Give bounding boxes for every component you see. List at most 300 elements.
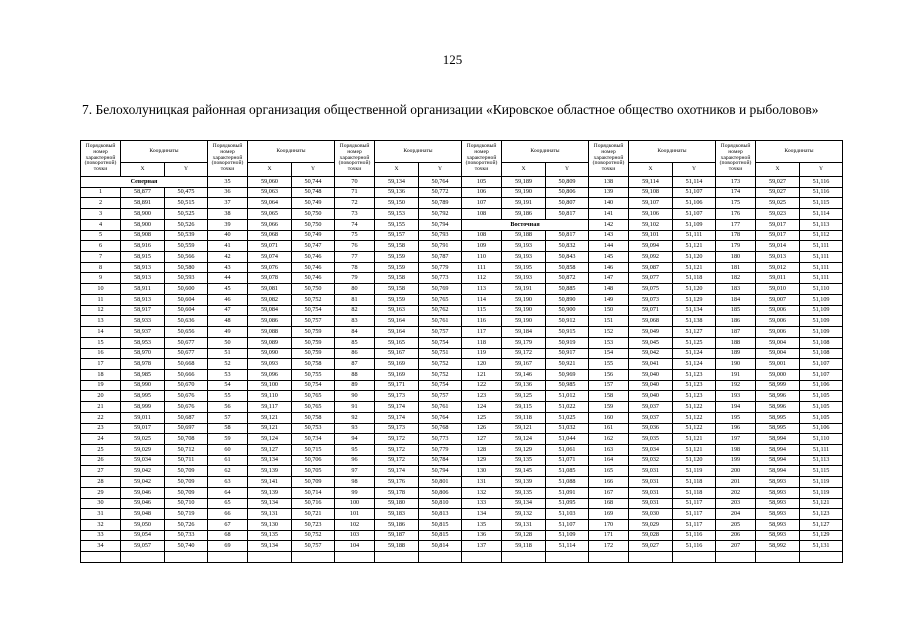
- cell-y: 50,559: [165, 241, 208, 252]
- cell-number: 104: [335, 541, 375, 552]
- cell-number: 18: [81, 369, 121, 380]
- cell-number: 99: [335, 487, 375, 498]
- cell-number: 207: [716, 541, 756, 552]
- cell-x: 58,911: [121, 284, 165, 295]
- header-x: X: [121, 163, 165, 177]
- cell-number: 169: [589, 509, 629, 520]
- cell-y: 50,593: [165, 273, 208, 284]
- cell-x: 59,118: [502, 412, 546, 423]
- table-row: [81, 520, 843, 531]
- cell-empty: [121, 552, 165, 563]
- cell-y: 51,109: [800, 294, 843, 305]
- cell-y: 50,858: [546, 262, 589, 273]
- cell-number: 51: [208, 348, 248, 359]
- cell-y: 50,787: [419, 252, 462, 263]
- cell-y: 50,709: [165, 466, 208, 477]
- cell-number: 114: [462, 294, 502, 305]
- cell-x: 59,074: [248, 252, 292, 263]
- cell-y: 50,719: [165, 509, 208, 520]
- cell-number: 181: [716, 262, 756, 273]
- cell-number: 30: [81, 498, 121, 509]
- cell-y: 51,103: [546, 509, 589, 520]
- cell-x: 58,993: [756, 509, 800, 520]
- cell-y: 51,109: [546, 530, 589, 541]
- cell-y: 51,121: [673, 241, 716, 252]
- cell-y: 51,113: [800, 455, 843, 466]
- cell-number: 160: [589, 412, 629, 423]
- cell-y: 50,600: [165, 284, 208, 295]
- cell-x: 59,065: [248, 209, 292, 220]
- cell-y: 50,765: [419, 294, 462, 305]
- cell-x: 59,075: [629, 284, 673, 295]
- cell-number: 94: [335, 434, 375, 445]
- cell-x: 59,027: [756, 177, 800, 188]
- cell-x: 58,994: [756, 434, 800, 445]
- cell-y: 50,726: [165, 520, 208, 531]
- cell-x: 58,999: [121, 402, 165, 413]
- cell-y: 51,107: [673, 187, 716, 198]
- cell-x: 59,027: [629, 541, 673, 552]
- cell-y: 50,697: [165, 423, 208, 434]
- cell-y: 50,709: [165, 487, 208, 498]
- section-heading: 7. Белохолуницкая районная организация общественной организации «Кировское областное общество охотников и рыболовов»: [82, 102, 819, 117]
- cell-y: 50,813: [419, 509, 462, 520]
- cell-y: 51,129: [673, 294, 716, 305]
- cell-y: 51,117: [673, 509, 716, 520]
- cell-number: 204: [716, 509, 756, 520]
- cell-y: 50,566: [165, 252, 208, 263]
- cell-number: 121: [462, 369, 502, 380]
- cell-number: 61: [208, 455, 248, 466]
- cell-number: 1: [81, 187, 121, 198]
- cell-y: 51,134: [673, 305, 716, 316]
- cell-x: 59,077: [629, 273, 673, 284]
- cell-y: 51,129: [800, 530, 843, 541]
- cell-x: 59,060: [248, 177, 292, 188]
- cell-number: 178: [716, 230, 756, 241]
- cell-x: 58,993: [756, 498, 800, 509]
- cell-y: 50,773: [419, 273, 462, 284]
- cell-y: 50,668: [165, 359, 208, 370]
- cell-number: 192: [716, 380, 756, 391]
- cell-y: 50,708: [165, 434, 208, 445]
- cell-x: 58,908: [121, 230, 165, 241]
- cell-y: 50,758: [292, 359, 335, 370]
- cell-number: 9: [81, 273, 121, 284]
- cell-x: 59,041: [629, 359, 673, 370]
- cell-y: 50,985: [546, 380, 589, 391]
- header-point-number: Порядковый номер характерной (поворотной) точки: [335, 141, 375, 177]
- cell-x: 59,174: [375, 412, 419, 423]
- cell-y: 51,061: [546, 444, 589, 455]
- cell-y: 50,791: [419, 241, 462, 252]
- cell-empty: [462, 552, 502, 563]
- cell-y: 50,752: [419, 369, 462, 380]
- cell-y: 50,765: [292, 402, 335, 413]
- cell-x: 59,000: [756, 369, 800, 380]
- cell-x: 59,172: [502, 348, 546, 359]
- cell-y: 51,108: [800, 348, 843, 359]
- cell-y: 50,753: [292, 423, 335, 434]
- cell-number: 122: [462, 380, 502, 391]
- table-row: [81, 294, 843, 305]
- cell-y: 50,815: [419, 530, 462, 541]
- cell-number: 142: [589, 219, 629, 230]
- cell-number: 120: [462, 359, 502, 370]
- cell-number: 75: [335, 230, 375, 241]
- cell-y: 51,123: [673, 380, 716, 391]
- cell-empty: [248, 552, 292, 563]
- cell-x: 59,094: [629, 241, 673, 252]
- cell-y: 50,885: [546, 284, 589, 295]
- cell-number: 77: [335, 252, 375, 263]
- cell-y: 51,124: [673, 348, 716, 359]
- cell-x: 59,139: [502, 477, 546, 488]
- cell-x: 59,139: [248, 487, 292, 498]
- cell-number: 41: [208, 241, 248, 252]
- table-body: [81, 177, 843, 563]
- cell-y: 50,749: [292, 230, 335, 241]
- cell-number: 69: [208, 541, 248, 552]
- table-row: [81, 444, 843, 455]
- cell-y: 51,095: [546, 498, 589, 509]
- cell-y: 50,580: [165, 262, 208, 273]
- cell-number: 43: [208, 262, 248, 273]
- cell-number: 20: [81, 391, 121, 402]
- header-point-number: Порядковый номер характерной (поворотной) точки: [81, 141, 121, 177]
- cell-number: 45: [208, 284, 248, 295]
- cell-x: 59,032: [629, 455, 673, 466]
- cell-number: 147: [589, 273, 629, 284]
- header-x: X: [502, 163, 546, 177]
- cell-number: 34: [81, 541, 121, 552]
- cell-y: 51,107: [673, 209, 716, 220]
- cell-number: 172: [589, 541, 629, 552]
- cell-x: 58,985: [121, 369, 165, 380]
- cell-number: 36: [208, 187, 248, 198]
- cell-y: 50,748: [292, 187, 335, 198]
- cell-x: 59,190: [502, 305, 546, 316]
- table-row: [81, 412, 843, 423]
- cell-y: 50,676: [165, 391, 208, 402]
- cell-number: 39: [208, 219, 248, 230]
- table-row: [81, 284, 843, 295]
- cell-y: 50,969: [546, 369, 589, 380]
- table-row: [81, 273, 843, 284]
- cell-y: 50,666: [165, 369, 208, 380]
- cell-number: 164: [589, 455, 629, 466]
- cell-y: 50,723: [292, 520, 335, 531]
- cell-y: 51,114: [546, 541, 589, 552]
- cell-y: 50,843: [546, 252, 589, 263]
- cell-number: 13: [81, 316, 121, 327]
- table-row: [81, 230, 843, 241]
- cell-x: 59,158: [375, 241, 419, 252]
- cell-x: 58,994: [756, 455, 800, 466]
- cell-x: 59,031: [629, 477, 673, 488]
- cell-y: 50,712: [165, 444, 208, 455]
- cell-y: 50,764: [419, 412, 462, 423]
- cell-x: 59,017: [121, 423, 165, 434]
- cell-x: 58,992: [756, 541, 800, 552]
- cell-y: 50,806: [546, 187, 589, 198]
- cell-number: 123: [462, 391, 502, 402]
- cell-y: 51,022: [546, 402, 589, 413]
- cell-x: 59,124: [248, 434, 292, 445]
- cell-x: 59,071: [248, 241, 292, 252]
- cell-number: 173: [716, 177, 756, 188]
- cell-x: 59,158: [375, 273, 419, 284]
- cell-x: 59,025: [756, 198, 800, 209]
- cell-x: 59,050: [121, 520, 165, 531]
- table-row: [81, 509, 843, 520]
- header-y: Y: [165, 163, 208, 177]
- cell-number: 186: [716, 316, 756, 327]
- cell-number: 38: [208, 209, 248, 220]
- cell-number: 89: [335, 380, 375, 391]
- cell-x: 59,101: [629, 230, 673, 241]
- cell-x: 59,037: [629, 412, 673, 423]
- cell-x: 59,023: [756, 209, 800, 220]
- cell-x: 59,029: [121, 444, 165, 455]
- cell-y: 50,793: [419, 230, 462, 241]
- cell-y: 50,817: [546, 230, 589, 241]
- cell-x: 58,933: [121, 316, 165, 327]
- cell-y: 50,757: [292, 316, 335, 327]
- cell-number: 58: [208, 423, 248, 434]
- cell-number: 97: [335, 466, 375, 477]
- cell-x: 58,913: [121, 262, 165, 273]
- cell-number: 46: [208, 294, 248, 305]
- cell-number: 82: [335, 305, 375, 316]
- cell-empty: [673, 552, 716, 563]
- cell-x: 59,171: [375, 380, 419, 391]
- cell-x: 59,100: [248, 380, 292, 391]
- cell-y: 50,525: [165, 209, 208, 220]
- cell-x: 58,993: [756, 530, 800, 541]
- cell-y: 51,111: [800, 444, 843, 455]
- cell-y: 51,091: [546, 487, 589, 498]
- header-coordinates: Координаты: [502, 141, 589, 163]
- cell-number: 184: [716, 294, 756, 305]
- cell-number: 159: [589, 402, 629, 413]
- cell-x: 59,186: [375, 520, 419, 531]
- header-y: Y: [800, 163, 843, 177]
- cell-y: 50,794: [419, 219, 462, 230]
- cell-number: 157: [589, 380, 629, 391]
- cell-y: 50,706: [292, 455, 335, 466]
- cell-y: 50,677: [165, 337, 208, 348]
- cell-x: 59,165: [375, 337, 419, 348]
- cell-y: 51,116: [673, 541, 716, 552]
- cell-x: 59,163: [375, 305, 419, 316]
- cell-y: 50,539: [165, 230, 208, 241]
- table-row: [81, 423, 843, 434]
- cell-number: 25: [81, 444, 121, 455]
- cell-x: 59,042: [121, 477, 165, 488]
- cell-x: 58,917: [121, 305, 165, 316]
- cell-empty: [375, 552, 419, 563]
- header-point-number: Порядковый номер характерной (поворотной) точки: [462, 141, 502, 177]
- table-row: [81, 455, 843, 466]
- cell-y: 51,123: [673, 391, 716, 402]
- cell-number: 199: [716, 455, 756, 466]
- cell-number: 190: [716, 359, 756, 370]
- cell-x: 58,970: [121, 348, 165, 359]
- table-header: [81, 141, 843, 177]
- cell-y: 50,711: [165, 455, 208, 466]
- cell-y: 50,750: [292, 219, 335, 230]
- cell-x: 58,993: [756, 487, 800, 498]
- cell-x: 59,134: [248, 541, 292, 552]
- cell-y: 50,814: [419, 541, 462, 552]
- cell-number: 183: [716, 284, 756, 295]
- cell-empty: [756, 552, 800, 563]
- cell-x: 58,996: [756, 391, 800, 402]
- cell-y: 50,759: [292, 348, 335, 359]
- cell-y: 51,120: [673, 455, 716, 466]
- cell-x: 59,029: [629, 520, 673, 531]
- cell-number: 140: [589, 198, 629, 209]
- cell-number: 27: [81, 466, 121, 477]
- cell-x: 59,155: [375, 219, 419, 230]
- cell-number: 162: [589, 434, 629, 445]
- cell-number: 26: [81, 455, 121, 466]
- cell-number: 100: [335, 498, 375, 509]
- cell-empty: [589, 552, 629, 563]
- cell-number: 108: [462, 230, 502, 241]
- cell-x: 59,195: [502, 262, 546, 273]
- cell-y: 50,746: [292, 262, 335, 273]
- cell-number: 113: [462, 284, 502, 295]
- cell-y: 50,784: [419, 455, 462, 466]
- cell-number: 106: [462, 187, 502, 198]
- cell-x: 58,900: [121, 219, 165, 230]
- cell-number: 92: [335, 412, 375, 423]
- cell-number: 50: [208, 337, 248, 348]
- cell-number: 107: [462, 198, 502, 209]
- cell-number: 24: [81, 434, 121, 445]
- cell-y: 51,111: [800, 252, 843, 263]
- cell-y: 50,779: [419, 262, 462, 273]
- cell-empty: [81, 552, 121, 563]
- cell-x: 59,139: [248, 466, 292, 477]
- cell-x: 59,011: [756, 273, 800, 284]
- cell-y: 50,751: [419, 348, 462, 359]
- cell-x: 59,190: [502, 187, 546, 198]
- cell-y: 51,109: [800, 305, 843, 316]
- cell-x: 59,136: [502, 380, 546, 391]
- cell-x: 59,106: [629, 209, 673, 220]
- cell-x: 59,190: [502, 294, 546, 305]
- cell-number: 3: [81, 209, 121, 220]
- cell-y: 50,815: [419, 520, 462, 531]
- cell-number: 68: [208, 530, 248, 541]
- cell-number: 35: [208, 177, 248, 188]
- cell-y: 51,117: [673, 498, 716, 509]
- cell-empty: [546, 552, 589, 563]
- cell-number: 180: [716, 252, 756, 263]
- section-label-north: Северная: [81, 177, 208, 188]
- cell-x: 59,037: [629, 402, 673, 413]
- cell-number: 7: [81, 252, 121, 263]
- cell-x: 59,186: [502, 209, 546, 220]
- cell-number: 12: [81, 305, 121, 316]
- cell-y: 50,734: [292, 434, 335, 445]
- cell-number: 48: [208, 316, 248, 327]
- cell-y: 51,025: [546, 412, 589, 423]
- cell-x: 59,031: [629, 498, 673, 509]
- cell-y: 50,768: [419, 423, 462, 434]
- cell-number: 196: [716, 423, 756, 434]
- cell-x: 58,994: [756, 444, 800, 455]
- cell-y: 50,754: [419, 380, 462, 391]
- cell-x: 59,172: [375, 434, 419, 445]
- cell-number: 19: [81, 380, 121, 391]
- header-coordinates: Координаты: [248, 141, 335, 163]
- cell-number: 10: [81, 284, 121, 295]
- cell-y: 51,119: [800, 487, 843, 498]
- cell-number: 4: [81, 219, 121, 230]
- cell-x: 59,034: [121, 455, 165, 466]
- cell-x: 59,064: [248, 198, 292, 209]
- cell-number: 139: [589, 187, 629, 198]
- table-row: [81, 327, 843, 338]
- cell-y: 51,107: [800, 359, 843, 370]
- cell-number: 158: [589, 391, 629, 402]
- table-row: [81, 530, 843, 541]
- cell-x: 59,141: [248, 477, 292, 488]
- cell-empty: [335, 552, 375, 563]
- cell-x: 59,040: [629, 380, 673, 391]
- cell-y: 51,106: [800, 423, 843, 434]
- cell-x: 59,121: [248, 412, 292, 423]
- cell-x: 58,995: [756, 412, 800, 423]
- cell-y: 50,714: [292, 487, 335, 498]
- cell-y: 51,106: [800, 380, 843, 391]
- cell-x: 59,076: [248, 262, 292, 273]
- cell-x: 59,145: [502, 466, 546, 477]
- cell-number: 22: [81, 412, 121, 423]
- cell-number: 191: [716, 369, 756, 380]
- cell-number: 79: [335, 273, 375, 284]
- cell-x: 59,131: [502, 520, 546, 531]
- cell-y: 50,744: [292, 177, 335, 188]
- cell-y: 50,809: [546, 177, 589, 188]
- cell-number: 167: [589, 487, 629, 498]
- cell-number: 40: [208, 230, 248, 241]
- cell-y: 51,131: [800, 541, 843, 552]
- cell-number: 62: [208, 466, 248, 477]
- cell-x: 58,996: [756, 402, 800, 413]
- cell-y: 51,127: [673, 327, 716, 338]
- cell-x: 59,025: [121, 434, 165, 445]
- cell-x: 58,915: [121, 252, 165, 263]
- cell-y: 50,758: [292, 412, 335, 423]
- cell-y: 51,107: [546, 520, 589, 531]
- table-row: [81, 187, 843, 198]
- table-row: [81, 380, 843, 391]
- cell-number: 200: [716, 466, 756, 477]
- cell-number: 52: [208, 359, 248, 370]
- cell-number: 174: [716, 187, 756, 198]
- cell-x: 59,006: [756, 327, 800, 338]
- cell-x: 59,187: [375, 530, 419, 541]
- cell-number: 129: [462, 455, 502, 466]
- table-row: [81, 241, 843, 252]
- cell-x: 59,088: [248, 327, 292, 338]
- cell-x: 59,134: [248, 498, 292, 509]
